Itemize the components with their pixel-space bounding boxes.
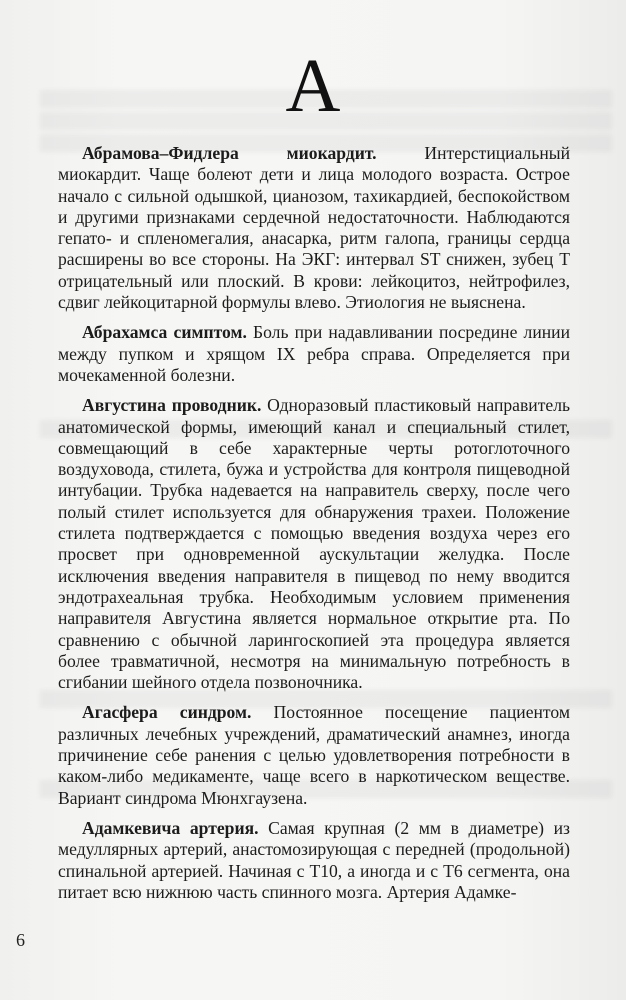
dictionary-entries	[58, 143, 570, 912]
dictionary-entry	[58, 702, 570, 808]
entry-text: Одноразовый пластиковый направитель анатомической формы, имеющий канал и специальный стилет, совмещающий в себе характерные черты ротоглоточного воздуховода, стилета, бужа и устройства для контроля пищеводной интубации. Трубка надевается на направитель сверху, после чего полый стилет используется для обнаружения трахеи. Положение стилета подтверждается с помощью введения воздуха через его просвет при одновременной аускультации желудка. После исключения введения направителя в пищевод по нему вводится эндотрахеальная трубка. Необходимым условием применения направителя Августина является нормальное открытие рта. По сравнению с обычной ларингоскопией эта процедура является более травматичной, несмотря на минимальную потребность в сгибании шейного отдела позвоночника.	[58, 395, 570, 693]
entry-text: Интерстициальный миокардит. Чаще болеют дети и лица молодого возраста. Острое начало с сильной одышкой, цианозом, тахикардией, беспокойством и другими признаками сердечной недостаточности. Наблюдаются гепато- и спленомегалия, анасарка, ритм галопа, границы сердца расширены во все стороны. На ЭКГ: интервал ST снижен, зубец T отрицательный или плоский. В крови: лейкоцитоз, нейтрофилез, сдвиг лейкоцитарной формулы влево. Этиология не выяснена.	[58, 143, 570, 313]
dictionary-entry	[58, 818, 570, 903]
entry-text: Самая крупная (2 мм в диаметре) из медуллярных артерий, анастомозирующая с передней (продольной) спинальной артерией. Начиная с T10, а иногда и с T6 сегмента, она питает всю нижнюю часть спинного мозга. Артерия Адамке-	[58, 817, 570, 902]
dictionary-entry	[58, 143, 570, 313]
entry-term: Абрамова–Фидлера миокардит.	[82, 143, 377, 163]
entry-term: Адамкевича артерия.	[82, 817, 259, 838]
page-number: 6	[16, 930, 25, 950]
entry-term: Агасфера синдром.	[82, 702, 252, 723]
entry-text: Постоянное посещение пациентом различных лечебных учреждений, драматический анамнез, иногда причинение себе ранения с целью удовлетворения потребности в каком-либо медикаменте, чаще всего в наркотическом веществе. Вариант синдрома Мюнхгаузена.	[58, 702, 570, 808]
entry-term: Абрахамса симптом.	[82, 322, 247, 343]
entry-text: Боль при надавливании посредине линии между пупком и хрящом IX ребра справа. Определяется при мочекаменной болезни.	[58, 322, 571, 385]
section-letter-heading: А	[285, 44, 341, 128]
dictionary-entry	[58, 395, 570, 693]
dictionary-entry	[58, 322, 570, 386]
entry-term: Августина проводник.	[82, 395, 262, 416]
